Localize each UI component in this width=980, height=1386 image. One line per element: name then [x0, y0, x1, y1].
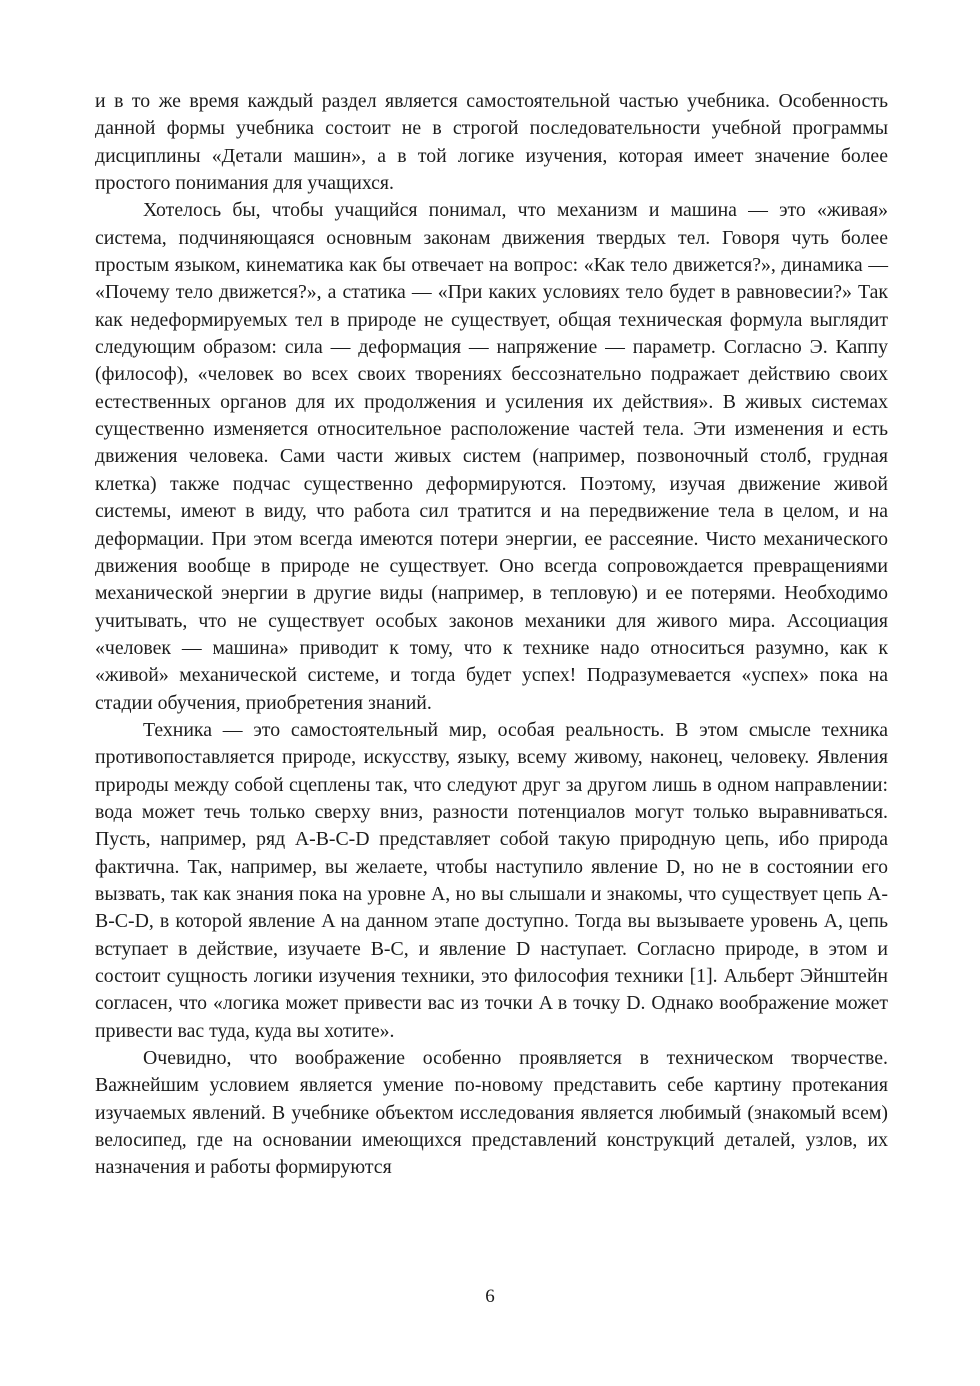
paragraph: и в то же время каждый раздел является самостоятельной частью учебника. Особенность данной формы учебника состоит не в строгой последовательности учебной программы дисциплины «Детали машин», а в той логике изучения, которая имеет значение более простого понимания для учащихся. — [95, 90, 888, 195]
body-text — [95, 88, 888, 1182]
paragraph: Очевидно, что воображение особенно проявляется в техническом творчестве. Важнейшим условием является умение по-новому представить себе картину протекания изучаемых явлений. В учебнике объектом исследования является любимый (знакомый всем) велосипед, где на основании имеющихся представлений конструкций деталей, узлов, их назначения и работы формируются — [95, 1047, 888, 1179]
page-number: 6 — [485, 1286, 495, 1307]
paragraph: Хотелось бы, чтобы учащийся понимал, что механизм и машина — это «живая» система, подчиняющаяся основным законам движения твердых тел. Говоря чуть более простым языком, кинематика как бы отвечает на вопрос: «Как тело движется?», динамика — «Почему тело движется?», а статика — «При каких условиях тело будет в равновесии?» Так как недеформируемых тел в природе не существует, общая техническая формула выглядит следующим образом: сила — деформация — напряжение — параметр. Согласно Э. Каппу (философ), «человек во всех своих творениях бессознательно подражает действию своих естественных органов для их продолжения и усиления их действия». В живых системах существенно изменяется относительное расположение частей тела. Эти изменения и есть движения человека. Сами части живых систем (например, позвоночный столб, грудная клетка) также подчас существенно деформируются. Поэтому, изучая движение живой системы, имеют в виду, что работа сил тратится и на передвижение тела в целом, и на деформации. При этом всегда имеются потери энергии, ее рассеяние. Чисто механического движения вообще в природе не существует. Оно всегда сопровождается превращениями механической энергии в другие виды (например, в тепловую) и ее потерями. Необходимо учитывать, что не существует особых законов механики для живого мира. Ассоциация «человек — машина» приводит к тому, что к технике надо относиться разумно, как к «живой» механической системе, и тогда будет успех! Подразумевается «успех» пока на стадии обучения, приобретения знаний. — [95, 199, 888, 714]
paragraph: Техника — это самостоятельный мир, особая реальность. В этом смысле техника противопоставляется природе, искусству, языку, всему живому, наконец, человеку. Явления природы между собой сцеплены так, что следуют друг за другом лишь в одном направлении: вода может течь только сверху вниз, разности потенциалов могут только выравниваться. Пусть, например, ряд A-B-C-D представляет собой такую природную цепь, ибо природа фактична. Так, например, вы желаете, чтобы наступило явление D, но не в состоянии его вызвать, так как знания пока на уровне A, но вы слышали и знакомы, что существует цепь A-B-C-D, в которой явление A на данном этапе доступно. Тогда вы вызываете уровень A, цепь вступает в действие, изучаете B-C, и явление D наступает. Согласно природе, в этом и состоит сущность логики изучения техники, это философия техники [1]. Альберт Эйнштейн согласен, что «логика может привести вас из точки A в точку D. Однако воображение может привести вас туда, куда вы хотите». — [95, 718, 888, 1042]
